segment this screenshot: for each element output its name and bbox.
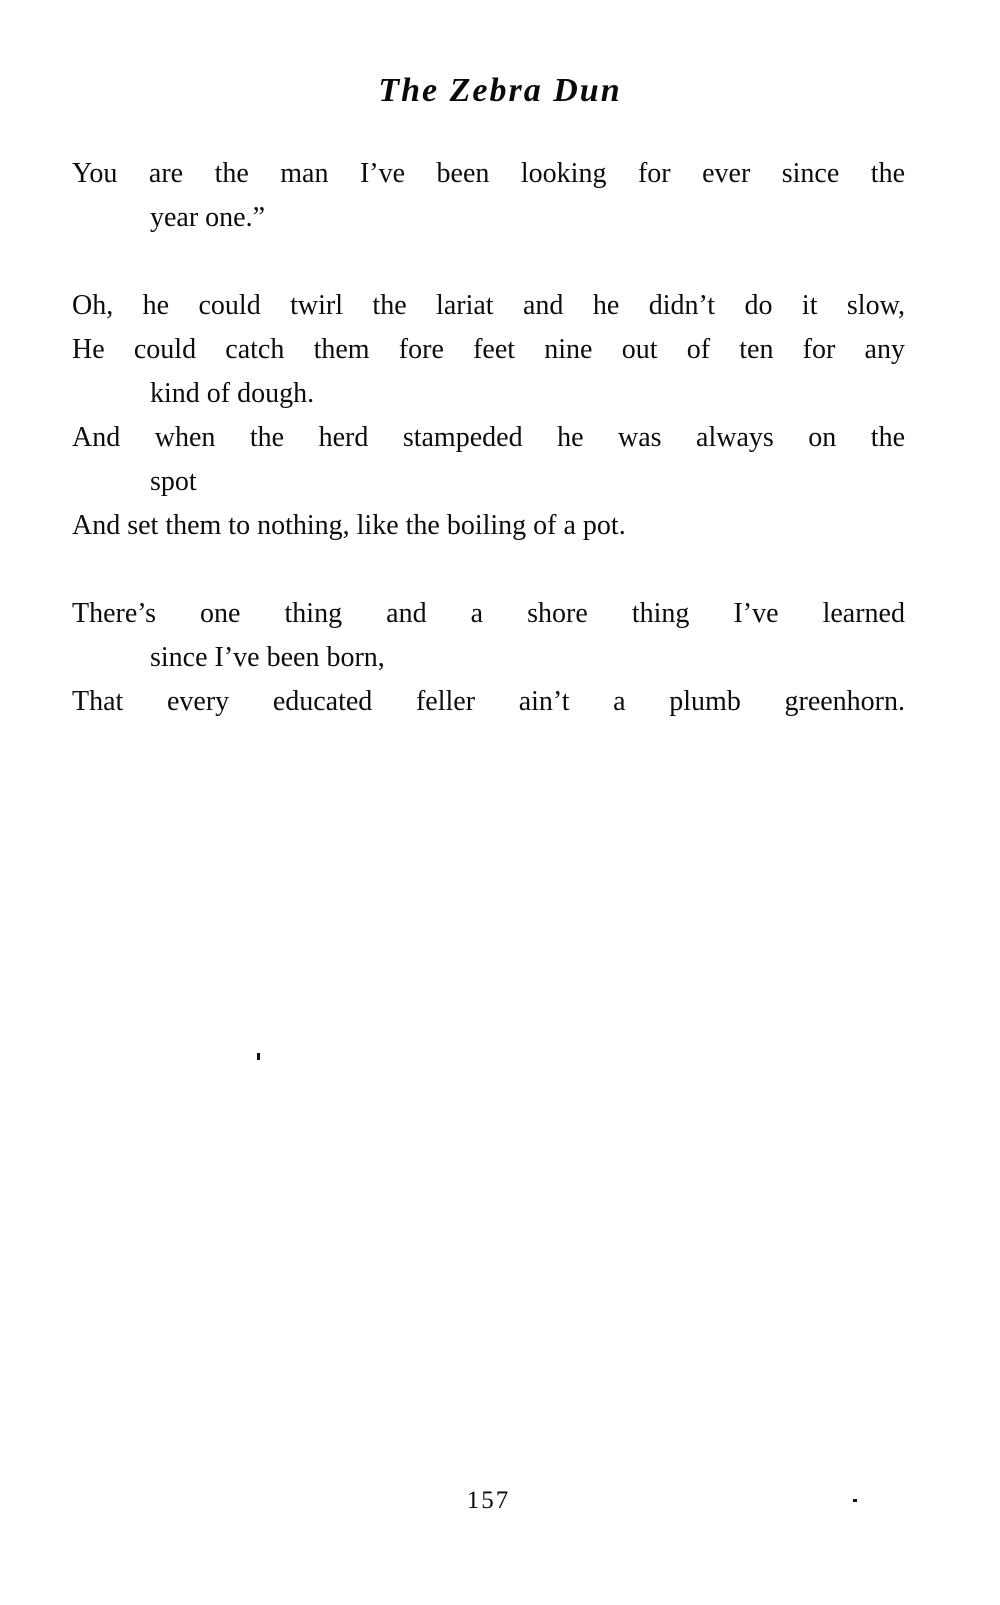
poem-line: spot xyxy=(150,466,197,497)
poem-line: kind of dough. xyxy=(150,378,315,409)
poem-line: since I’ve been born, xyxy=(150,642,385,673)
stanza xyxy=(72,284,905,548)
stanza xyxy=(72,152,905,240)
poem-line: You are the man I’ve been looking for ever since the xyxy=(72,158,905,189)
poem-line: And set them to nothing, like the boiling of a pot. xyxy=(72,510,626,541)
poem-line: Oh, he could twirl the lariat and he didn’t do it slow, xyxy=(72,290,905,321)
ink-speck xyxy=(853,1499,857,1502)
poem-line: And when the herd stampeded he was always on the xyxy=(72,422,905,453)
poem-line: There’s one thing and a shore thing I’ve learned xyxy=(72,598,905,629)
poem-line: That every educated feller ain’t a plumb greenhorn. xyxy=(72,686,905,717)
stanza xyxy=(72,592,905,724)
ink-speck xyxy=(257,1053,260,1060)
poem-body xyxy=(72,152,905,768)
poem-line: He could catch them fore feet nine out of ten for any xyxy=(72,334,905,365)
poem-line: year one.” xyxy=(150,202,266,233)
page-number: 157 xyxy=(466,1487,511,1514)
poem-title: The Zebra Dun xyxy=(378,72,622,109)
